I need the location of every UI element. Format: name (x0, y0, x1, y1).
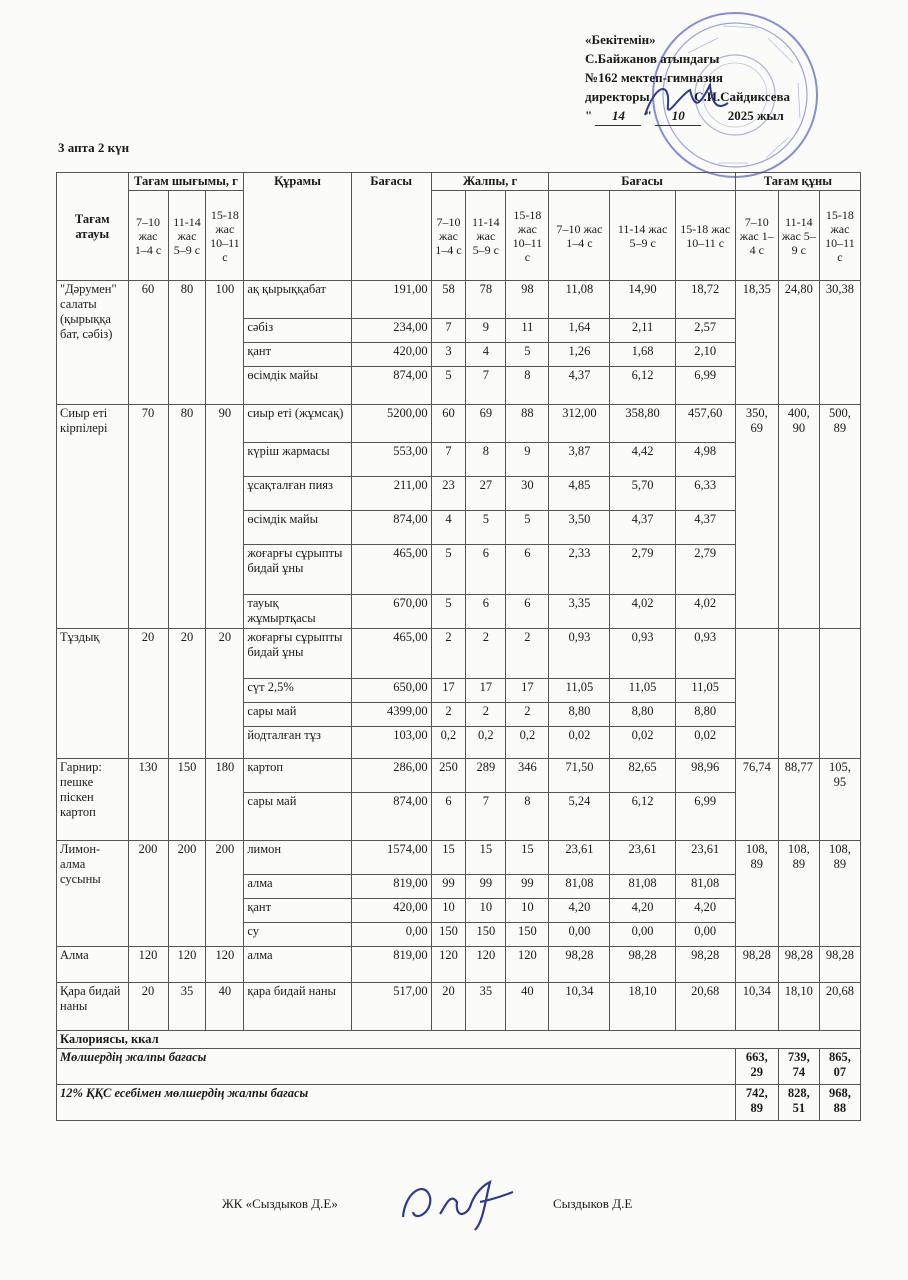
week-day-label: 3 апта 2 күн (58, 140, 130, 155)
ingredient-price: 670,00 (351, 595, 431, 629)
footer-signatory: Сыздыков Д.Е (553, 1196, 633, 1211)
ingredient-gross: 11 (506, 319, 549, 343)
total-cost-label: Мөлшердің жалпы бағасы (57, 1049, 736, 1085)
ingredient-price: 420,00 (351, 899, 431, 923)
ingredient-gross: 289 (466, 759, 506, 793)
ingredient-cost: 71,50 (549, 759, 610, 793)
ingredient-gross: 6 (466, 595, 506, 629)
header-cost-age3: 15-18 жас 10–11 с (675, 191, 735, 281)
dish-output: 180 (206, 759, 244, 841)
table-row (57, 841, 861, 875)
ingredient-price: 874,00 (351, 793, 431, 841)
ingredient-cost: 98,28 (610, 947, 675, 983)
ingredient-gross: 20 (431, 983, 466, 1031)
ingredient-cost: 11,05 (675, 679, 735, 703)
dish-total-cost: 500, 89 (819, 405, 860, 629)
ingredient-gross: 23 (431, 477, 466, 511)
header-gross-age2: 11-14 жас 5–9 с (466, 191, 506, 281)
ingredient-gross: 4 (466, 343, 506, 367)
ingredient-cost: 6,33 (675, 477, 735, 511)
approval-date (585, 106, 885, 126)
ingredient-gross: 8 (466, 443, 506, 477)
ingredient-gross: 99 (506, 875, 549, 899)
dish-output: 200 (128, 841, 168, 947)
dish-total-cost: 98,28 (778, 947, 819, 983)
dish-total-cost: 18,35 (735, 281, 778, 405)
approval-date-year: 2025 жыл (727, 108, 784, 123)
ingredient-gross: 2 (466, 703, 506, 727)
ingredient-gross: 5 (466, 511, 506, 545)
dish-name: Гарнир: пешке піскен картоп (57, 759, 129, 841)
ingredient-cost: 312,00 (549, 405, 610, 443)
ingredient-gross: 30 (506, 477, 549, 511)
ingredient-gross: 10 (466, 899, 506, 923)
ingredient-price: 103,00 (351, 727, 431, 759)
ingredient-name: тауық жұмыртқасы (244, 595, 351, 629)
ingredient-cost: 4,20 (675, 899, 735, 923)
dish-output: 120 (128, 947, 168, 983)
ingredient-gross: 120 (431, 947, 466, 983)
ingredient-gross: 88 (506, 405, 549, 443)
table-row (57, 405, 861, 443)
ingredient-price: 191,00 (351, 281, 431, 319)
dish-output: 35 (168, 983, 206, 1031)
ingredient-name: картоп (244, 759, 351, 793)
ingredient-cost: 98,28 (675, 947, 735, 983)
ingredient-cost: 0,02 (549, 727, 610, 759)
dish-output: 70 (128, 405, 168, 629)
ingredient-gross: 0,2 (506, 727, 549, 759)
director-signature (640, 75, 730, 130)
ingredient-cost: 0,93 (610, 629, 675, 679)
ingredient-gross: 78 (466, 281, 506, 319)
ingredient-gross: 17 (506, 679, 549, 703)
ingredient-gross: 9 (506, 443, 549, 477)
ingredient-gross: 150 (431, 923, 466, 947)
table-row (57, 629, 861, 679)
ingredient-price: 234,00 (351, 319, 431, 343)
ingredient-cost: 82,65 (610, 759, 675, 793)
ingredient-gross: 58 (431, 281, 466, 319)
ingredient-cost: 11,08 (549, 281, 610, 319)
ingredient-gross: 60 (431, 405, 466, 443)
ingredient-gross: 6 (506, 595, 549, 629)
ingredient-gross: 10 (506, 899, 549, 923)
supplier-signature (395, 1172, 520, 1232)
footer-company: ЖК «Сыздыков Д.Е» (222, 1196, 338, 1211)
total-cost-age1: 663, 29 (735, 1049, 778, 1085)
ingredient-name: сүт 2,5% (244, 679, 351, 703)
total-cost-age2: 739, 74 (778, 1049, 819, 1085)
ingredient-price: 211,00 (351, 477, 431, 511)
header-price: Бағасы (351, 173, 431, 281)
ingredient-gross: 6 (466, 545, 506, 595)
ingredient-gross: 120 (506, 947, 549, 983)
ingredient-cost: 23,61 (675, 841, 735, 875)
ingredient-name: алма (244, 875, 351, 899)
header-cost-age1: 7–10 жас 1–4 с (549, 191, 610, 281)
dish-total-cost: 30,38 (819, 281, 860, 405)
approval-block (585, 30, 885, 126)
ingredient-cost: 2,79 (610, 545, 675, 595)
ingredient-gross: 7 (466, 367, 506, 405)
ingredient-cost: 4,20 (549, 899, 610, 923)
ingredient-cost: 23,61 (549, 841, 610, 875)
ingredient-gross: 2 (506, 703, 549, 727)
ingredient-cost: 5,24 (549, 793, 610, 841)
ingredient-cost: 0,00 (675, 923, 735, 947)
ingredient-gross: 0,2 (466, 727, 506, 759)
ingredient-cost: 6,99 (675, 367, 735, 405)
ingredient-gross: 346 (506, 759, 549, 793)
ingredient-name: лимон (244, 841, 351, 875)
approval-school-number: №162 мектеп-гимназия (585, 70, 723, 85)
ingredient-cost: 0,02 (675, 727, 735, 759)
ingredient-gross: 99 (431, 875, 466, 899)
vat-cost-age2: 828, 51 (778, 1085, 819, 1121)
ingredient-price: 553,00 (351, 443, 431, 477)
dish-total-cost: 108, 89 (819, 841, 860, 947)
ingredient-cost: 18,72 (675, 281, 735, 319)
ingredient-cost: 3,35 (549, 595, 610, 629)
dish-total-cost: 108, 89 (735, 841, 778, 947)
approval-date-quote-close: " (644, 108, 652, 123)
ingredient-cost: 6,12 (610, 367, 675, 405)
ingredient-gross: 8 (506, 367, 549, 405)
dish-output: 80 (168, 405, 206, 629)
total-cost-age3: 865, 07 (819, 1049, 860, 1085)
dish-total-cost: 20,68 (819, 983, 860, 1031)
dish-output: 120 (168, 947, 206, 983)
dish-name: Қара бидай наны (57, 983, 129, 1031)
ingredient-gross: 5 (506, 511, 549, 545)
dish-total-cost: 350, 69 (735, 405, 778, 629)
dish-output: 40 (206, 983, 244, 1031)
ingredient-name: су (244, 923, 351, 947)
dish-output: 60 (128, 281, 168, 405)
ingredient-gross: 15 (431, 841, 466, 875)
ingredient-gross: 69 (466, 405, 506, 443)
ingredient-cost: 358,80 (610, 405, 675, 443)
ingredient-gross: 5 (431, 545, 466, 595)
ingredient-cost: 3,50 (549, 511, 610, 545)
dish-total-cost: 98,28 (819, 947, 860, 983)
approval-date-day: 14 (595, 106, 641, 126)
dish-output: 20 (168, 629, 206, 759)
table-row (57, 983, 861, 1031)
dish-output: 150 (168, 759, 206, 841)
ingredient-price: 517,00 (351, 983, 431, 1031)
ingredient-cost: 4,37 (610, 511, 675, 545)
ingredient-cost: 0,02 (610, 727, 675, 759)
dish-total-cost: 18,10 (778, 983, 819, 1031)
header-output-age2: 11-14 жас 5–9 с (168, 191, 206, 281)
ingredient-gross: 10 (431, 899, 466, 923)
ingredient-gross: 40 (506, 983, 549, 1031)
dish-total-cost: 98,28 (735, 947, 778, 983)
ingredient-cost: 0,00 (610, 923, 675, 947)
ingredient-name: сары май (244, 703, 351, 727)
header-dish-cost: Тағам құны (735, 173, 860, 191)
dish-total-cost: 88,77 (778, 759, 819, 841)
dish-output: 120 (206, 947, 244, 983)
header-dishcost-age1: 7–10 жас 1–4 с (735, 191, 778, 281)
ingredient-gross: 5 (431, 595, 466, 629)
ingredient-gross: 7 (431, 443, 466, 477)
dish-output: 200 (206, 841, 244, 947)
menu-table (56, 172, 861, 1121)
ingredient-cost: 8,80 (610, 703, 675, 727)
ingredient-price: 420,00 (351, 343, 431, 367)
ingredient-cost: 4,02 (610, 595, 675, 629)
ingredient-name: қант (244, 899, 351, 923)
ingredient-name: сары май (244, 793, 351, 841)
dish-output: 90 (206, 405, 244, 629)
ingredient-cost: 0,00 (549, 923, 610, 947)
ingredient-cost: 4,02 (675, 595, 735, 629)
ingredient-gross: 5 (431, 367, 466, 405)
ingredient-cost: 0,93 (675, 629, 735, 679)
ingredient-gross: 98 (506, 281, 549, 319)
ingredient-name: ұсақталған пияз (244, 477, 351, 511)
dish-total-cost: 105, 95 (819, 759, 860, 841)
ingredient-cost: 3,87 (549, 443, 610, 477)
ingredient-cost: 20,68 (675, 983, 735, 1031)
ingredient-cost: 8,80 (675, 703, 735, 727)
ingredient-gross: 17 (466, 679, 506, 703)
approval-director-name: С.И.Сайдиксева (694, 89, 790, 104)
ingredient-gross: 5 (506, 343, 549, 367)
ingredient-gross: 2 (431, 703, 466, 727)
ingredient-cost: 23,61 (610, 841, 675, 875)
header-gross-age1: 7–10 жас 1–4 с (431, 191, 466, 281)
vat-cost-label: 12% ҚҚС есебімен мөлшердің жалпы бағасы (57, 1085, 736, 1121)
vat-cost-age3: 968, 88 (819, 1085, 860, 1121)
ingredient-name: ақ қырыққабат (244, 281, 351, 319)
summary-body (57, 1031, 861, 1121)
dish-name: "Дәрумен" салаты (қырыққа бат, сәбіз) (57, 281, 129, 405)
ingredient-gross: 7 (466, 793, 506, 841)
ingredient-price: 465,00 (351, 629, 431, 679)
ingredient-cost: 4,85 (549, 477, 610, 511)
ingredient-name: өсімдік майы (244, 511, 351, 545)
ingredient-name: қант (244, 343, 351, 367)
menu-body (57, 281, 861, 1031)
ingredient-cost: 81,08 (675, 875, 735, 899)
ingredient-cost: 2,33 (549, 545, 610, 595)
ingredient-cost: 14,90 (610, 281, 675, 319)
ingredient-gross: 7 (431, 319, 466, 343)
dish-output: 130 (128, 759, 168, 841)
ingredient-gross: 9 (466, 319, 506, 343)
ingredient-gross: 2 (506, 629, 549, 679)
ingredient-gross: 15 (506, 841, 549, 875)
table-row (57, 947, 861, 983)
dish-name: Алма (57, 947, 129, 983)
ingredient-cost: 457,60 (675, 405, 735, 443)
header-gross: Жалпы, г (431, 173, 549, 191)
header-output-age3: 15-18 жас 10–11 с (206, 191, 244, 281)
ingredient-cost: 98,96 (675, 759, 735, 793)
approval-school: С.Байжанов атындағы (585, 51, 720, 66)
ingredient-name: сиыр еті (жұмсақ) (244, 405, 351, 443)
dish-total-cost: 10,34 (735, 983, 778, 1031)
ingredient-gross: 35 (466, 983, 506, 1031)
approval-director-label: директоры (585, 89, 650, 104)
calories-label: Калориясы, ккал (57, 1031, 861, 1049)
ingredient-cost: 6,12 (610, 793, 675, 841)
ingredient-name: сәбіз (244, 319, 351, 343)
ingredient-gross: 6 (506, 545, 549, 595)
dish-output: 20 (128, 983, 168, 1031)
ingredient-name: қара бидай наны (244, 983, 351, 1031)
header-dish-name: Тағам атауы (57, 173, 129, 281)
ingredient-name: алма (244, 947, 351, 983)
dish-total-cost (819, 629, 860, 759)
dish-total-cost: 24,80 (778, 281, 819, 405)
ingredient-gross: 27 (466, 477, 506, 511)
ingredient-cost: 4,42 (610, 443, 675, 477)
ingredient-cost: 4,98 (675, 443, 735, 477)
ingredient-cost: 1,26 (549, 343, 610, 367)
ingredient-cost: 11,05 (610, 679, 675, 703)
ingredient-name: жоғарғы сұрыпты бидай ұны (244, 545, 351, 595)
ingredient-price: 465,00 (351, 545, 431, 595)
ingredient-gross: 6 (431, 793, 466, 841)
header-output: Тағам шығымы, г (128, 173, 244, 191)
header-cost-age2: 11-14 жас 5–9 с (610, 191, 675, 281)
ingredient-cost: 2,57 (675, 319, 735, 343)
header-output-age1: 7–10 жас 1–4 с (128, 191, 168, 281)
header-cost: Бағасы (549, 173, 735, 191)
ingredient-gross: 250 (431, 759, 466, 793)
dish-output: 100 (206, 281, 244, 405)
dish-total-cost: 400, 90 (778, 405, 819, 629)
approval-title: «Бекітемін» (585, 32, 656, 47)
ingredient-cost: 10,34 (549, 983, 610, 1031)
approval-director-line (585, 87, 885, 106)
ingredient-cost: 81,08 (549, 875, 610, 899)
ingredient-price: 1574,00 (351, 841, 431, 875)
ingredient-gross: 99 (466, 875, 506, 899)
ingredient-gross: 150 (466, 923, 506, 947)
table-row (57, 281, 861, 319)
table-row (57, 759, 861, 793)
ingredient-gross: 0,2 (431, 727, 466, 759)
ingredient-gross: 120 (466, 947, 506, 983)
ingredient-cost: 8,80 (549, 703, 610, 727)
ingredient-gross: 15 (466, 841, 506, 875)
header-dishcost-age2: 11-14 жас 5–9 с (778, 191, 819, 281)
ingredient-cost: 5,70 (610, 477, 675, 511)
ingredient-name: өсімдік майы (244, 367, 351, 405)
ingredient-price: 0,00 (351, 923, 431, 947)
ingredient-gross: 3 (431, 343, 466, 367)
ingredient-cost: 2,79 (675, 545, 735, 595)
ingredient-name: йодталған тұз (244, 727, 351, 759)
ingredient-cost: 11,05 (549, 679, 610, 703)
dish-total-cost (735, 629, 778, 759)
ingredient-cost: 1,68 (610, 343, 675, 367)
ingredient-price: 874,00 (351, 511, 431, 545)
ingredient-price: 819,00 (351, 947, 431, 983)
approval-date-month: 10 (655, 106, 701, 126)
ingredient-cost: 2,11 (610, 319, 675, 343)
ingredient-gross: 4 (431, 511, 466, 545)
ingredient-gross: 17 (431, 679, 466, 703)
ingredient-price: 650,00 (351, 679, 431, 703)
ingredient-price: 286,00 (351, 759, 431, 793)
dish-total-cost: 108, 89 (778, 841, 819, 947)
ingredient-cost: 2,10 (675, 343, 735, 367)
ingredient-gross: 2 (431, 629, 466, 679)
ingredient-cost: 4,37 (549, 367, 610, 405)
ingredient-cost: 6,99 (675, 793, 735, 841)
header-gross-age3: 15-18 жас 10–11 с (506, 191, 549, 281)
ingredient-price: 5200,00 (351, 405, 431, 443)
dish-name: Сиыр еті кірпілері (57, 405, 129, 629)
approval-date-quote-open: " (585, 108, 593, 123)
ingredient-name: жоғарғы сұрыпты бидай ұны (244, 629, 351, 679)
dish-output: 20 (128, 629, 168, 759)
ingredient-cost: 81,08 (610, 875, 675, 899)
header-dishcost-age3: 15-18 жас 10–11 с (819, 191, 860, 281)
ingredient-cost: 4,20 (610, 899, 675, 923)
ingredient-cost: 98,28 (549, 947, 610, 983)
ingredient-gross: 8 (506, 793, 549, 841)
ingredient-price: 819,00 (351, 875, 431, 899)
dish-output: 80 (168, 281, 206, 405)
ingredient-gross: 2 (466, 629, 506, 679)
dish-total-cost: 76,74 (735, 759, 778, 841)
ingredient-cost: 1,64 (549, 319, 610, 343)
ingredient-cost: 18,10 (610, 983, 675, 1031)
dish-name: Лимон-алма сусыны (57, 841, 129, 947)
dish-output: 200 (168, 841, 206, 947)
dish-total-cost (778, 629, 819, 759)
ingredient-gross: 150 (506, 923, 549, 947)
ingredient-price: 874,00 (351, 367, 431, 405)
ingredient-name: күріш жармасы (244, 443, 351, 477)
ingredient-cost: 4,37 (675, 511, 735, 545)
vat-cost-age1: 742, 89 (735, 1085, 778, 1121)
header-composition: Құрамы (244, 173, 351, 281)
ingredient-price: 4399,00 (351, 703, 431, 727)
dish-output: 20 (206, 629, 244, 759)
dish-name: Тұздық (57, 629, 129, 759)
ingredient-cost: 0,93 (549, 629, 610, 679)
